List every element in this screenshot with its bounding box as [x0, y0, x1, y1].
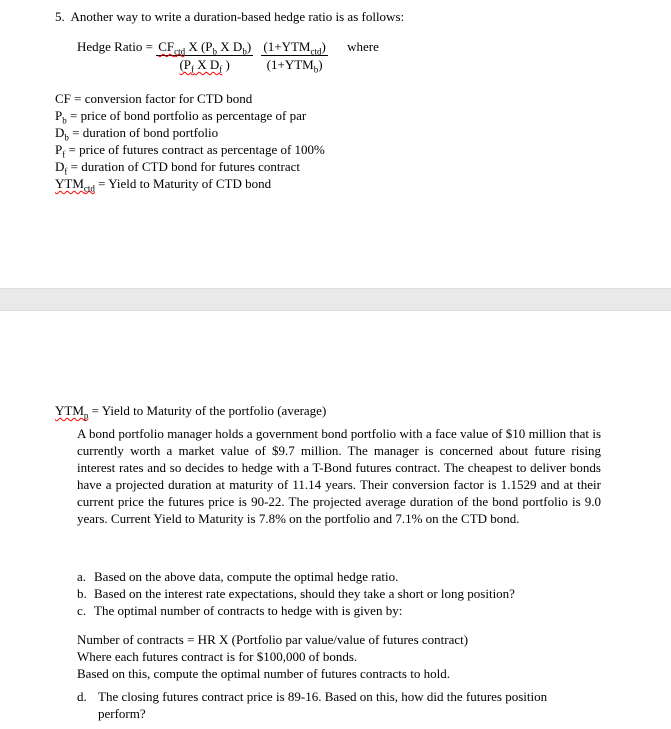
- contracts-formula-block: [77, 631, 468, 682]
- fraction-1-numerator: $CF_{ctd}$ X ($P_b$ X $D_b$): [158, 39, 252, 57]
- definition-cf: CF = conversion factor for CTD bond: [55, 91, 253, 106]
- item-text: The closing futures contract price is 89-16. Based on this, how did the futures position perform?: [98, 689, 548, 721]
- question-list: [77, 568, 603, 619]
- page-separator-band: [0, 288, 671, 311]
- problem-statement: A bond portfolio manager holds a government bond portfolio with a face value of $10 million that is currently worth a market value of $9.7 million. The manager is concerned about future rising interest rates and so decides to hedge with a T-Bond futures contract. The cheapest to deliver bonds have a projected duration at maturity of 11.14 years. Their conversion factor is 1.1529 and at their current price the futures price is 90-22. The projected average duration of the bond portfolio is 9.0 years. Current Yield to Maturity is 7.8% on the portfolio and 7.1% on the CTD bond.: [77, 426, 601, 526]
- fraction-2-numerator: $(1+YTM_{ctd})$: [263, 39, 326, 57]
- definition-db: $D_b$ = duration of bond portfolio: [55, 125, 219, 143]
- formula-where-label: where: [347, 39, 379, 54]
- item-text: Based on the above data, compute the optimal hedge ratio.: [94, 569, 399, 584]
- hedge-ratio-formula: [77, 38, 379, 73]
- question-item-d: [77, 688, 574, 722]
- definition-pf: $P_f$ = price of futures contract as percentage of 100%: [55, 142, 325, 160]
- fraction-1-denominator: ($P_f$ X $D_f$ ): [179, 57, 230, 75]
- question-item-c: [77, 602, 603, 619]
- definition-df: $D_f$ = duration of CTD bond for futures contract: [55, 159, 300, 177]
- definition-ytm-ctd: $YTM_{ctd}$ = Yield to Maturity of CTD bond: [55, 176, 272, 194]
- item-letter: c.: [77, 603, 87, 618]
- variable-definitions: [55, 90, 325, 192]
- item-text: The optimal number of contracts to hedge with is given by:: [94, 603, 403, 618]
- item-text: Based on the interest rate expectations, should they take a short or long position?: [94, 586, 515, 601]
- item-letter: b.: [77, 586, 87, 601]
- contracts-line-1: Number of contracts = HR X (Portfolio par value/value of futures contract): [77, 632, 469, 647]
- question-5-heading: 5. Another way to write a duration-based hedge ratio is as follows:: [55, 9, 405, 24]
- contracts-line-3: Based on this, compute the optimal number of futures contracts to hold.: [77, 666, 450, 681]
- formula-fraction-2: [261, 38, 327, 73]
- formula-lhs: Hedge Ratio =: [77, 39, 153, 54]
- formula-fraction-1: [156, 38, 253, 73]
- question-item-a: [77, 568, 603, 585]
- definition-ytm-portfolio: $YTM_p$ = Yield to Maturity of the portfolio (average): [55, 403, 327, 421]
- item-letter: a.: [77, 569, 87, 584]
- question-item-b: [77, 585, 603, 602]
- contracts-line-2: Where each futures contract is for $100,000 of bonds.: [77, 649, 358, 664]
- definition-pb: $P_b$ = price of bond portfolio as percentage of par: [55, 108, 307, 126]
- item-letter: d.: [77, 689, 87, 704]
- fraction-2-denominator: $(1+YTM_b)$: [266, 57, 323, 75]
